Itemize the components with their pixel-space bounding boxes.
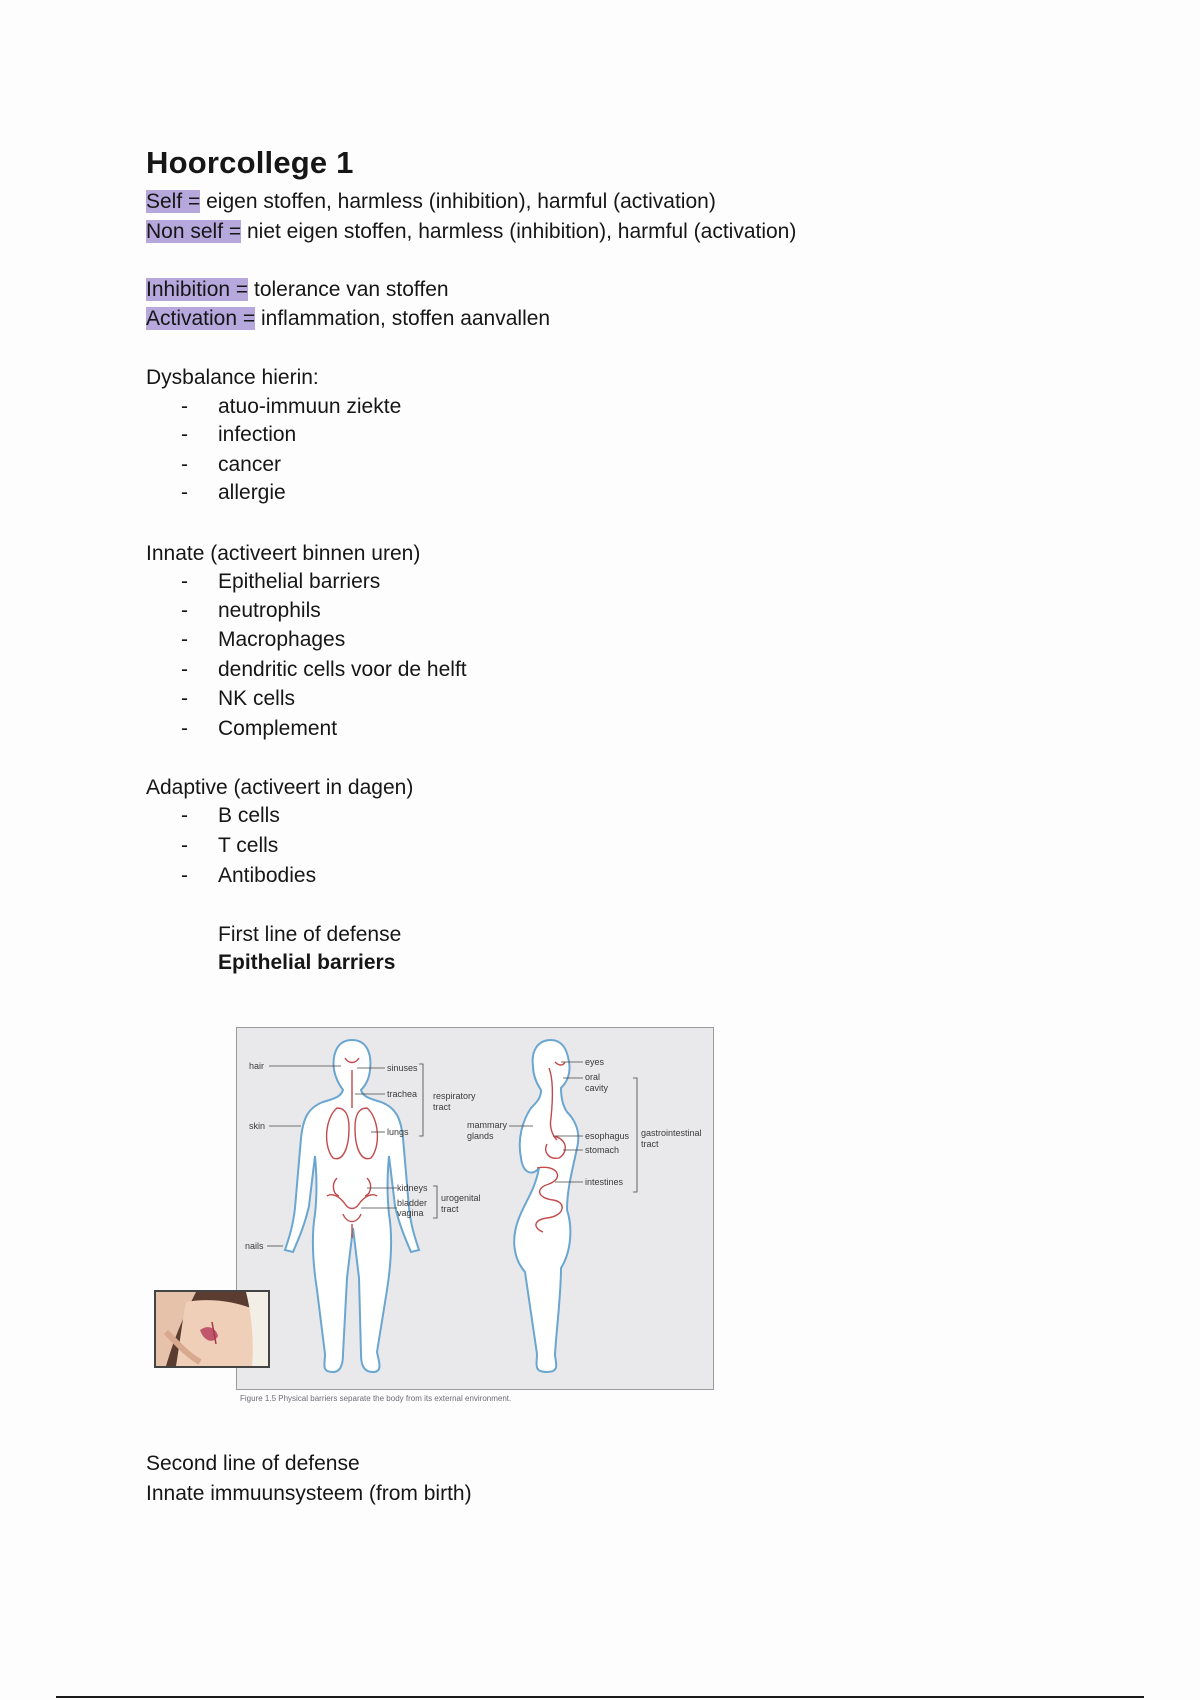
second-line-heading: Second line of defense: [146, 1452, 360, 1475]
list-item: allergie: [218, 481, 286, 504]
definition-non-self: [146, 218, 796, 246]
physical-barriers-figure: [236, 1027, 714, 1390]
page-title: Hoorcollege 1: [146, 145, 354, 180]
label-glands: glands: [467, 1131, 494, 1141]
list-item: infection: [218, 423, 297, 446]
list-item: Epithelial barriers: [218, 570, 381, 593]
label-esophagus: esophagus: [585, 1131, 630, 1141]
bullet-dash: -: [181, 717, 188, 740]
list-item: B cells: [218, 804, 280, 827]
bullet-dash: -: [181, 658, 188, 681]
definition-text: tolerance van stoffen: [248, 278, 449, 301]
definition-inhibition: [146, 276, 449, 304]
bullet-dash: -: [181, 395, 188, 418]
label-intestines: intestines: [585, 1177, 624, 1187]
list-item: NK cells: [218, 687, 296, 710]
list-item: Macrophages: [218, 628, 346, 651]
list-item: Complement: [218, 717, 338, 740]
label-lungs: lungs: [387, 1127, 409, 1137]
epithelial-barriers-subheading: Epithelial barriers: [218, 951, 396, 974]
definition-text: eigen stoffen, harmless (inhibition), harmful (activation): [200, 190, 716, 213]
bullet-dash: -: [181, 453, 188, 476]
adaptive-heading: Adaptive (activeert in dagen): [146, 776, 414, 799]
label-trachea: trachea: [387, 1089, 418, 1099]
label-eyes: eyes: [585, 1057, 605, 1067]
definition-text: niet eigen stoffen, harmless (inhibition), harmful (activation): [241, 220, 797, 243]
label-respiratory-tract: tract: [433, 1102, 451, 1112]
label-oral: oral: [585, 1072, 601, 1082]
term-highlight: Self =: [146, 190, 201, 213]
bullet-dash: -: [181, 570, 188, 593]
bullet-dash: -: [181, 687, 188, 710]
figure-caption: Figure 1.5 Physical barriers separate the body from its external environment.: [240, 1394, 512, 1403]
label-cavity: cavity: [585, 1083, 609, 1093]
bullet-dash: -: [181, 628, 188, 651]
body-diagram: [237, 1028, 715, 1391]
term-highlight: Inhibition =: [146, 278, 249, 301]
bullet-dash: -: [181, 864, 188, 887]
label-hair: hair: [249, 1061, 265, 1071]
dysbalance-heading: Dysbalance hierin:: [146, 366, 319, 389]
label-gastrointestinal: gastrointestinal: [641, 1128, 702, 1138]
skin-wound-photo: [154, 1290, 270, 1368]
bullet-dash: -: [181, 804, 188, 827]
list-item: dendritic cells voor de helft: [218, 658, 467, 681]
label-bladder: bladder: [397, 1198, 428, 1208]
innate-heading: Innate (activeert binnen uren): [146, 542, 421, 565]
side-body-outline: [514, 1040, 578, 1372]
list-item: neutrophils: [218, 599, 321, 622]
bullet-dash: -: [181, 481, 188, 504]
label-mammary: mammary: [467, 1120, 507, 1130]
definition-text: inflammation, stoffen aanvallen: [255, 307, 551, 330]
bullet-dash: -: [181, 834, 188, 857]
term-highlight: Activation =: [146, 307, 256, 330]
label-sinuses: sinuses: [387, 1063, 418, 1073]
term-highlight: Non self =: [146, 220, 242, 243]
bracket-urogenital: [433, 1186, 437, 1218]
definition-self: [146, 188, 716, 216]
bracket-gastrointestinal: [633, 1078, 637, 1192]
label-gastrointestinal-tract: tract: [641, 1139, 659, 1149]
list-item: cancer: [218, 453, 282, 476]
list-item: T cells: [218, 834, 279, 857]
label-urogenital-tract: tract: [441, 1204, 459, 1214]
bullet-dash: -: [181, 423, 188, 446]
label-kidneys: kidneys: [397, 1183, 428, 1193]
list-item: Antibodies: [218, 864, 317, 887]
bullet-dash: -: [181, 599, 188, 622]
definition-activation: [146, 305, 550, 333]
label-nails: nails: [245, 1241, 264, 1251]
label-skin: skin: [249, 1121, 266, 1131]
page-bottom-rule: [56, 1696, 1144, 1698]
label-vagina: vagina: [397, 1208, 424, 1218]
first-line-heading: First line of defense: [218, 923, 402, 946]
list-item: atuo-immuun ziekte: [218, 395, 402, 418]
label-stomach: stomach: [585, 1145, 620, 1155]
label-respiratory: respiratory: [433, 1091, 476, 1101]
bracket-respiratory: [419, 1064, 423, 1136]
label-urogenital: urogenital: [441, 1193, 481, 1203]
innate-immune-line: Innate immuunsysteem (from birth): [146, 1482, 472, 1505]
